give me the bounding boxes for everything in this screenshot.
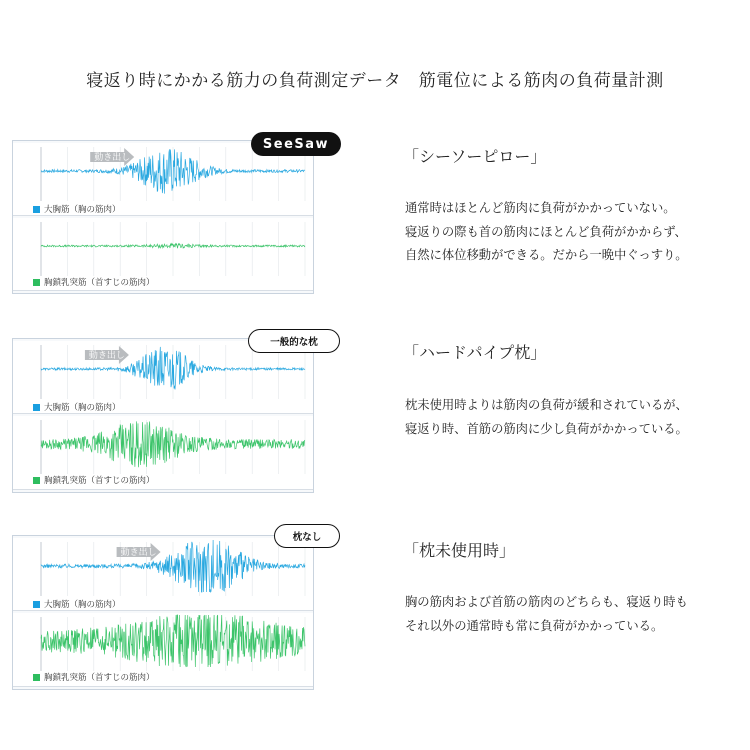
legend-bottom (33, 671, 155, 683)
product-badge: SeeSaw (251, 132, 341, 156)
movement-start-arrow (117, 543, 161, 561)
legend-top (33, 203, 121, 215)
legend-top (33, 401, 121, 413)
emg-chart-hard-pipe (12, 338, 314, 493)
movement-start-arrow (85, 346, 129, 364)
movement-start-label: 動き出し (94, 153, 131, 163)
legend-label-top: 大胸筋（胸の筋肉） (44, 403, 121, 413)
legend-label-top: 大胸筋（胸の筋肉） (44, 205, 121, 215)
product-name: 「枕未使用時」 (403, 541, 516, 560)
page-title: 寝返り時にかかる筋力の負荷測定データ 筋電位による筋肉の負荷量計測 (86, 71, 664, 91)
legend-swatch-top (33, 601, 40, 608)
description-line: 自然に体位移動ができる。だから一晩中ぐっすり。 (405, 248, 688, 262)
movement-start-label: 動き出し (88, 351, 125, 361)
legend-bottom (33, 276, 155, 288)
emg-chart-no-pillow (12, 535, 314, 690)
comparison-badge: 枕なし (274, 524, 340, 548)
description-line: 通常時はほとんど筋肉に負荷がかかっていない。 (405, 201, 676, 215)
legend-bottom (33, 474, 155, 486)
description-line: 枕未使用時よりは筋肉の負荷が緩和されているが、 (405, 398, 688, 412)
product-name: 「シーソーピロー」 (403, 147, 547, 166)
description-line: 寝返りの際も首の筋肉にほとんど負荷がかからず、 (405, 225, 687, 239)
legend-top (33, 598, 121, 610)
legend-swatch-bottom (33, 477, 40, 484)
legend-label-top: 大胸筋（胸の筋肉） (44, 600, 121, 610)
chart-panel-bottom (13, 416, 313, 490)
product-name: 「ハードパイプ枕」 (403, 343, 547, 362)
description-line: それ以外の通常時も常に負荷がかかっている。 (405, 619, 664, 633)
legend-label-bottom: 胸鎖乳突筋（首すじの筋肉） (44, 673, 155, 683)
legend-swatch-top (33, 206, 40, 213)
emg-chart-seesaw (12, 140, 314, 294)
description-line: 胸の筋肉および首筋の筋肉のどちらも、寝返り時も (405, 595, 688, 609)
legend-swatch-bottom (33, 674, 40, 681)
legend-swatch-top (33, 404, 40, 411)
legend-label-bottom: 胸鎖乳突筋（首すじの筋肉） (44, 278, 155, 288)
chart-panel-bottom (13, 613, 313, 687)
movement-start-label: 動き出し (120, 548, 157, 558)
chart-panel-top (13, 538, 313, 611)
description-line: 寝返り時、首筋の筋肉に少し負荷がかかっている。 (405, 422, 688, 436)
movement-start-arrow (90, 148, 134, 166)
legend-label-bottom: 胸鎖乳突筋（首すじの筋肉） (44, 476, 155, 486)
legend-swatch-bottom (33, 279, 40, 286)
comparison-badge: 一般的な枕 (248, 329, 340, 353)
chart-panel-bottom (13, 218, 313, 291)
